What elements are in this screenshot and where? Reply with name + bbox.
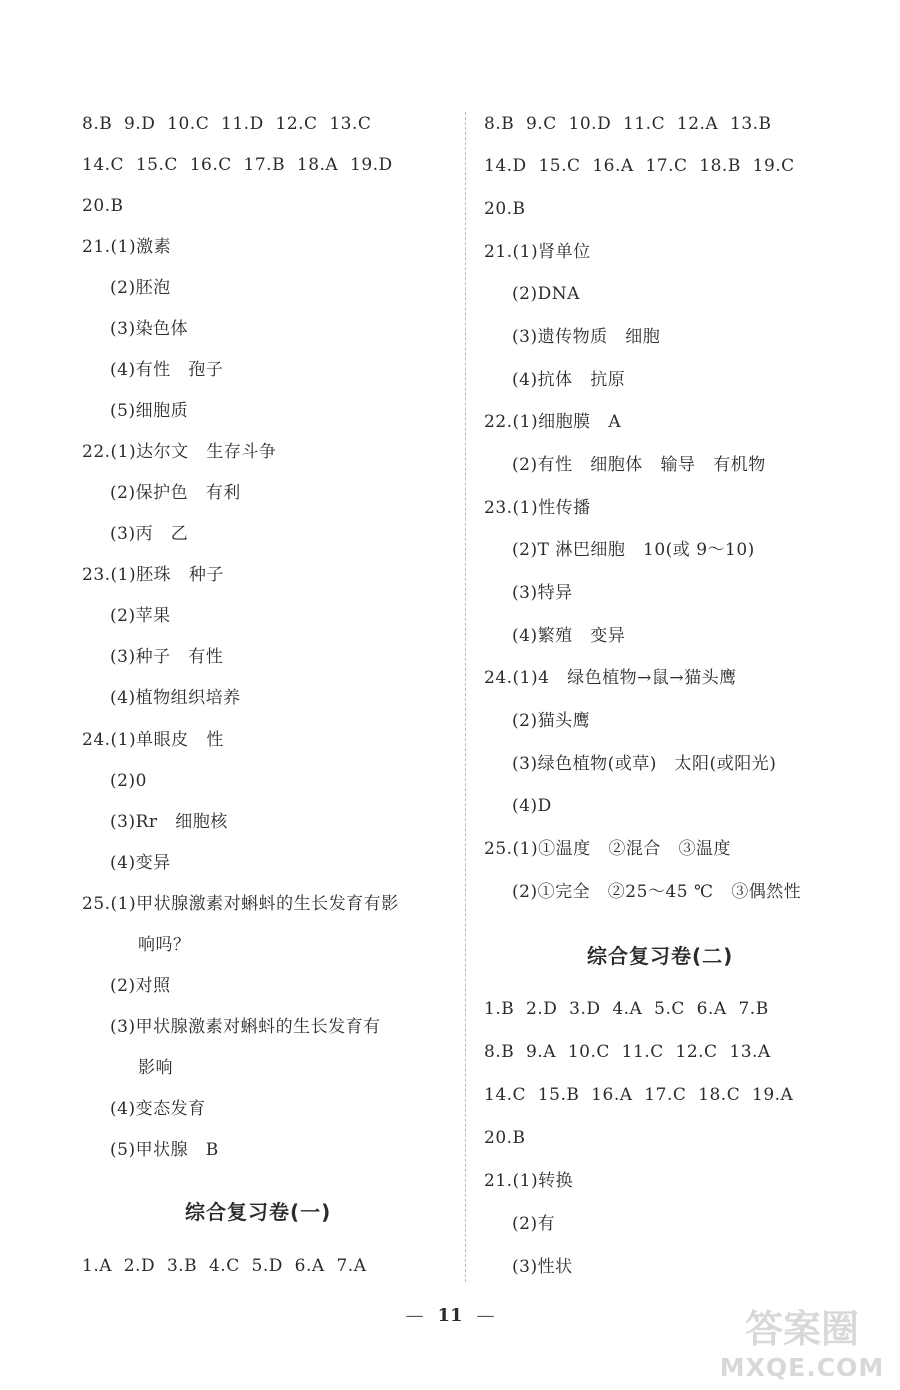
answer-line: (2)0 xyxy=(110,771,147,791)
answer-line: (3)Rr 细胞核 xyxy=(110,812,228,832)
answer-line: (2)T 淋巴细胞 10(或 9～10) xyxy=(512,540,755,560)
answer-line: 20.B xyxy=(484,199,526,219)
answer-line: (2)有 xyxy=(512,1214,556,1234)
footer-dash-left: — xyxy=(405,1305,424,1326)
answer-line: (2)①完全 ②25～45 ℃ ③偶然性 xyxy=(512,882,802,902)
answer-line: 8.B 9.A 10.C 11.C 12.C 13.A xyxy=(484,1042,771,1062)
answer-line: (3)种子 有性 xyxy=(110,647,224,667)
answer-line: (4)繁殖 变异 xyxy=(512,626,626,646)
answer-line: (2)DNA xyxy=(512,284,580,304)
answer-line: 8.B 9.D 10.C 11.D 12.C 13.C xyxy=(82,114,372,134)
answer-line: (3)甲状腺激素对蝌蚪的生长发育有 xyxy=(110,1017,381,1037)
section-heading: 综合复习卷(一) xyxy=(185,1200,332,1224)
watermark-top-text: 答案圈 xyxy=(744,1307,860,1351)
answer-line: (4)变异 xyxy=(110,853,171,873)
answer-line: 14.D 15.C 16.A 17.C 18.B 19.C xyxy=(484,156,795,176)
answer-line: (3)丙 乙 xyxy=(110,524,189,544)
answer-line: (2)保护色 有利 xyxy=(110,483,241,503)
column-divider xyxy=(465,112,466,1282)
answer-line: (5)甲状腺 B xyxy=(110,1140,219,1160)
answer-line: (4)变态发育 xyxy=(110,1099,206,1119)
answer-line: 24.(1)单眼皮 性 xyxy=(82,730,224,750)
watermark-logo xyxy=(712,1298,892,1384)
answer-line: (4)有性 孢子 xyxy=(110,360,224,380)
answer-line: 影响 xyxy=(138,1058,173,1078)
answer-line: (2)有性 细胞体 输导 有机物 xyxy=(512,455,766,475)
answer-line: (5)细胞质 xyxy=(110,401,189,421)
answer-line: 25.(1)甲状腺激素对蝌蚪的生长发育有影 xyxy=(82,894,399,914)
answer-line: 20.B xyxy=(484,1128,526,1148)
answer-line: (4)D xyxy=(512,796,552,816)
answer-line: (3)染色体 xyxy=(110,319,189,339)
answer-line: 1.A 2.D 3.B 4.C 5.D 6.A 7.A xyxy=(82,1256,367,1276)
answer-line: 21.(1)转换 xyxy=(484,1171,574,1191)
footer-dash-right: — xyxy=(476,1305,495,1326)
answer-line: 23.(1)胚珠 种子 xyxy=(82,565,224,585)
answer-line: (4)植物组织培养 xyxy=(110,688,241,708)
answer-line: (2)猫头鹰 xyxy=(512,711,591,731)
section-heading: 综合复习卷(二) xyxy=(587,944,734,968)
answer-line: (3)性状 xyxy=(512,1257,573,1277)
answer-line: 21.(1)肾单位 xyxy=(484,242,591,262)
page-number-value: 11 xyxy=(437,1305,463,1326)
answer-line: 22.(1)细胞膜 A xyxy=(484,412,622,432)
answer-line: 1.B 2.D 3.D 4.A 5.C 6.A 7.B xyxy=(484,999,769,1019)
answer-line: 14.C 15.C 16.C 17.B 18.A 19.D xyxy=(82,155,393,175)
answer-line: (2)对照 xyxy=(110,976,171,996)
answer-line: (3)遗传物质 细胞 xyxy=(512,327,661,347)
answer-line: 23.(1)性传播 xyxy=(484,498,591,518)
answer-line: 响吗？ xyxy=(138,935,191,955)
answer-line: 24.(1)4 绿色植物→鼠→猫头鹰 xyxy=(484,668,737,688)
answer-line: (4)抗体 抗原 xyxy=(512,370,626,390)
answer-line: 20.B xyxy=(82,196,124,216)
answer-line: 22.(1)达尔文 生存斗争 xyxy=(82,442,277,462)
watermark-bottom-text: MXQE.COM xyxy=(719,1353,885,1382)
answer-line: 14.C 15.B 16.A 17.C 18.C 19.A xyxy=(484,1085,794,1105)
answer-line: (3)特异 xyxy=(512,583,573,603)
answer-line: (3)绿色植物(或草) 太阳(或阳光) xyxy=(512,754,777,774)
answer-line: 21.(1)激素 xyxy=(82,237,172,257)
answer-line: (2)苹果 xyxy=(110,606,171,626)
answer-line: (2)胚泡 xyxy=(110,278,171,298)
answer-line: 8.B 9.C 10.D 11.C 12.A 13.B xyxy=(484,114,772,134)
answer-line: 25.(1)①温度 ②混合 ③温度 xyxy=(484,839,732,859)
